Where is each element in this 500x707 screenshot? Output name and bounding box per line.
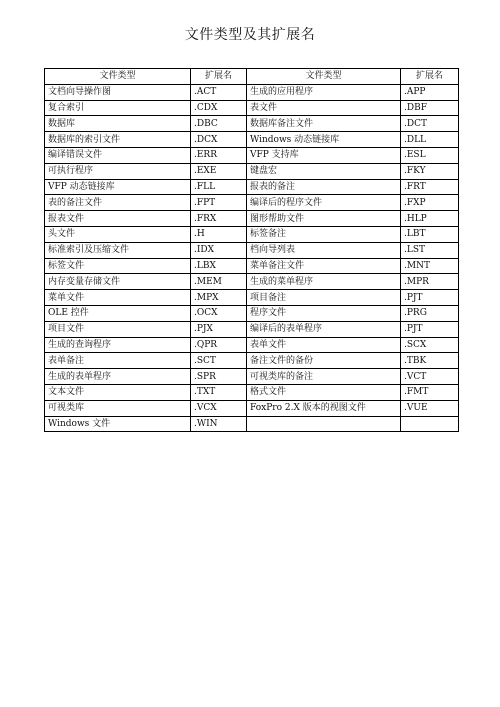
file-type-cell: 文档向导操作图 <box>45 84 191 100</box>
file-type-cell: 标准索引及压缩文件 <box>45 242 191 258</box>
file-type-cell: 档向导列表 <box>247 242 401 258</box>
file-type-cell: 表单文件 <box>247 337 401 353</box>
header-extension-right: 扩展名 <box>401 69 459 85</box>
table-row <box>45 100 459 116</box>
extension-cell: .FMT <box>401 384 459 400</box>
file-type-cell: 项目文件 <box>45 321 191 337</box>
header-file-type-right: 文件类型 <box>247 69 401 85</box>
file-type-cell: 标签备注 <box>247 226 401 242</box>
table-row <box>45 400 459 416</box>
page-title: 文件类型及其扩展名 <box>184 27 316 43</box>
extension-cell: .IDX <box>191 242 247 258</box>
extension-cell: .MEM <box>191 274 247 290</box>
extension-cell: .SCT <box>191 353 247 369</box>
extension-cell: .DCX <box>191 132 247 148</box>
extension-cell: .DLL <box>401 132 459 148</box>
table-row <box>45 384 459 400</box>
extension-cell: .APP <box>401 84 459 100</box>
extension-cell: .MPX <box>191 290 247 306</box>
extension-cell: .ERR <box>191 147 247 163</box>
table-row <box>45 274 459 290</box>
file-type-cell: VFP 支持库 <box>247 147 401 163</box>
table-row <box>45 84 459 100</box>
file-type-cell: 图形帮助文件 <box>247 211 401 227</box>
file-type-cell: 键盘宏 <box>247 163 401 179</box>
extension-cell: .WIN <box>191 416 247 432</box>
extension-cell: .VCT <box>401 369 459 385</box>
file-type-cell: 表单备注 <box>45 353 191 369</box>
file-type-cell: 备注文件的备份 <box>247 353 401 369</box>
file-type-cell: 数据库备注文件 <box>247 116 401 132</box>
table-row <box>45 321 459 337</box>
extension-cell: .FPT <box>191 195 247 211</box>
file-type-cell: OLE 控件 <box>45 305 191 321</box>
table-row <box>45 242 459 258</box>
extension-cell: .FRX <box>191 211 247 227</box>
table-row <box>45 116 459 132</box>
file-type-cell: 内存变量存储文件 <box>45 274 191 290</box>
extension-cell: .VUE <box>401 400 459 416</box>
extension-cell: .DBC <box>191 116 247 132</box>
extension-cell: .HLP <box>401 211 459 227</box>
file-type-cell: 文本文件 <box>45 384 191 400</box>
extension-cell: .PJT <box>401 321 459 337</box>
table-row <box>45 416 459 432</box>
extension-cell: .PRG <box>401 305 459 321</box>
file-type-cell: 菜单备注文件 <box>247 258 401 274</box>
extension-cell: .SPR <box>191 369 247 385</box>
file-type-cell: 菜单文件 <box>45 290 191 306</box>
file-type-cell: FoxPro 2.X 版本的视图文件 <box>247 400 401 416</box>
file-type-cell: 可执行程序 <box>45 163 191 179</box>
extension-cell: .PJT <box>401 290 459 306</box>
file-type-cell: 复合索引 <box>45 100 191 116</box>
header-file-type-left: 文件类型 <box>45 69 191 85</box>
extension-cell: .FKY <box>401 163 459 179</box>
table-row <box>45 369 459 385</box>
extension-cell: .VCX <box>191 400 247 416</box>
table-row <box>45 353 459 369</box>
extension-cell: .H <box>191 226 247 242</box>
extension-cell: .ACT <box>191 84 247 100</box>
extension-cell: .LBT <box>401 226 459 242</box>
file-type-cell: 可视类库的备注 <box>247 369 401 385</box>
table-row <box>45 147 459 163</box>
extension-cell: .CDX <box>191 100 247 116</box>
header-extension-left: 扩展名 <box>191 69 247 85</box>
table-row <box>45 179 459 195</box>
table-row <box>45 132 459 148</box>
file-type-cell: 生成的表单程序 <box>45 369 191 385</box>
file-type-cell: 表的备注文件 <box>45 195 191 211</box>
file-type-cell: 生成的应用程序 <box>247 84 401 100</box>
extension-cell: .FLL <box>191 179 247 195</box>
file-type-cell: 头文件 <box>45 226 191 242</box>
extension-cell: .FRT <box>401 179 459 195</box>
file-type-cell: VFP 动态链接库 <box>45 179 191 195</box>
file-type-cell: 标签文件 <box>45 258 191 274</box>
extension-cell: .DBF <box>401 100 459 116</box>
table-row <box>45 226 459 242</box>
extension-cell: .LBX <box>191 258 247 274</box>
extension-cell: .TXT <box>191 384 247 400</box>
extension-cell: .ESL <box>401 147 459 163</box>
file-type-cell: 项目备注 <box>247 290 401 306</box>
extension-cell: .FXP <box>401 195 459 211</box>
extension-cell: .TBK <box>401 353 459 369</box>
table-row <box>45 258 459 274</box>
file-type-cell: 报表文件 <box>45 211 191 227</box>
table-row <box>45 305 459 321</box>
file-type-cell: 格式文件 <box>247 384 401 400</box>
file-type-cell <box>247 416 401 432</box>
table-row <box>45 163 459 179</box>
extension-table <box>44 68 459 432</box>
file-type-cell: 生成的菜单程序 <box>247 274 401 290</box>
extension-cell: .MNT <box>401 258 459 274</box>
table-row <box>45 195 459 211</box>
file-type-cell: Windows 文件 <box>45 416 191 432</box>
table-body <box>45 84 459 432</box>
file-type-cell: 编译错误文件 <box>45 147 191 163</box>
file-type-cell: 程序文件 <box>247 305 401 321</box>
file-type-cell: Windows 动态链接库 <box>247 132 401 148</box>
extension-cell: .SCX <box>401 337 459 353</box>
file-type-cell: 数据库 <box>45 116 191 132</box>
extension-cell <box>401 416 459 432</box>
file-type-cell: 表文件 <box>247 100 401 116</box>
extension-cell: .PJX <box>191 321 247 337</box>
file-type-cell: 报表的备注 <box>247 179 401 195</box>
extension-cell: .DCT <box>401 116 459 132</box>
extension-cell: .MPR <box>401 274 459 290</box>
file-type-cell: 编译后的表单程序 <box>247 321 401 337</box>
table-row <box>45 290 459 306</box>
file-type-cell: 生成的查询程序 <box>45 337 191 353</box>
extension-cell: .QPR <box>191 337 247 353</box>
table-row <box>45 337 459 353</box>
extension-cell: .OCX <box>191 305 247 321</box>
file-type-cell: 数据库的索引文件 <box>45 132 191 148</box>
extension-cell: .EXE <box>191 163 247 179</box>
file-type-cell: 可视类库 <box>45 400 191 416</box>
file-type-cell: 编译后的程序文件 <box>247 195 401 211</box>
extension-cell: .LST <box>401 242 459 258</box>
table-header-row <box>45 69 459 85</box>
table-row <box>45 211 459 227</box>
